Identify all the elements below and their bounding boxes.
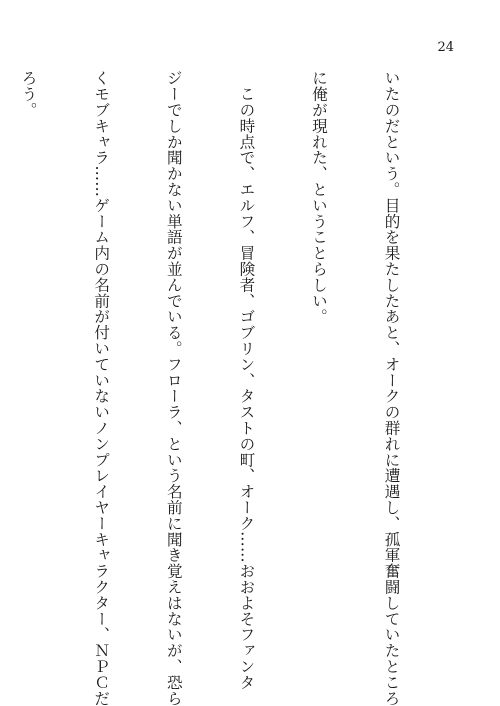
text-line: いたのだという。目的を果たしたあと、オークの群れに遭遇し、孤軍奮闘していたところ [382, 70, 401, 706]
text-line: ジーでしか聞かない単語が並んでいる。フローラ、という名前に聞き覚えはないが、恐ら [164, 70, 183, 706]
text-line: この時点で、エルフ、冒険者、ゴブリン、タストの町、オーク……おおよそファンタ [237, 70, 256, 691]
text-line: に俺が現れた、ということらしい。 [309, 70, 328, 325]
text-line: くモブキャラ……ゲーム内の名前が付いていないノンプレイヤーキャラクター、ＮＰＣだ [92, 70, 111, 706]
text-line: ろう。 [19, 70, 38, 118]
body-text [0, 70, 452, 706]
page-number: 24 [437, 40, 454, 55]
